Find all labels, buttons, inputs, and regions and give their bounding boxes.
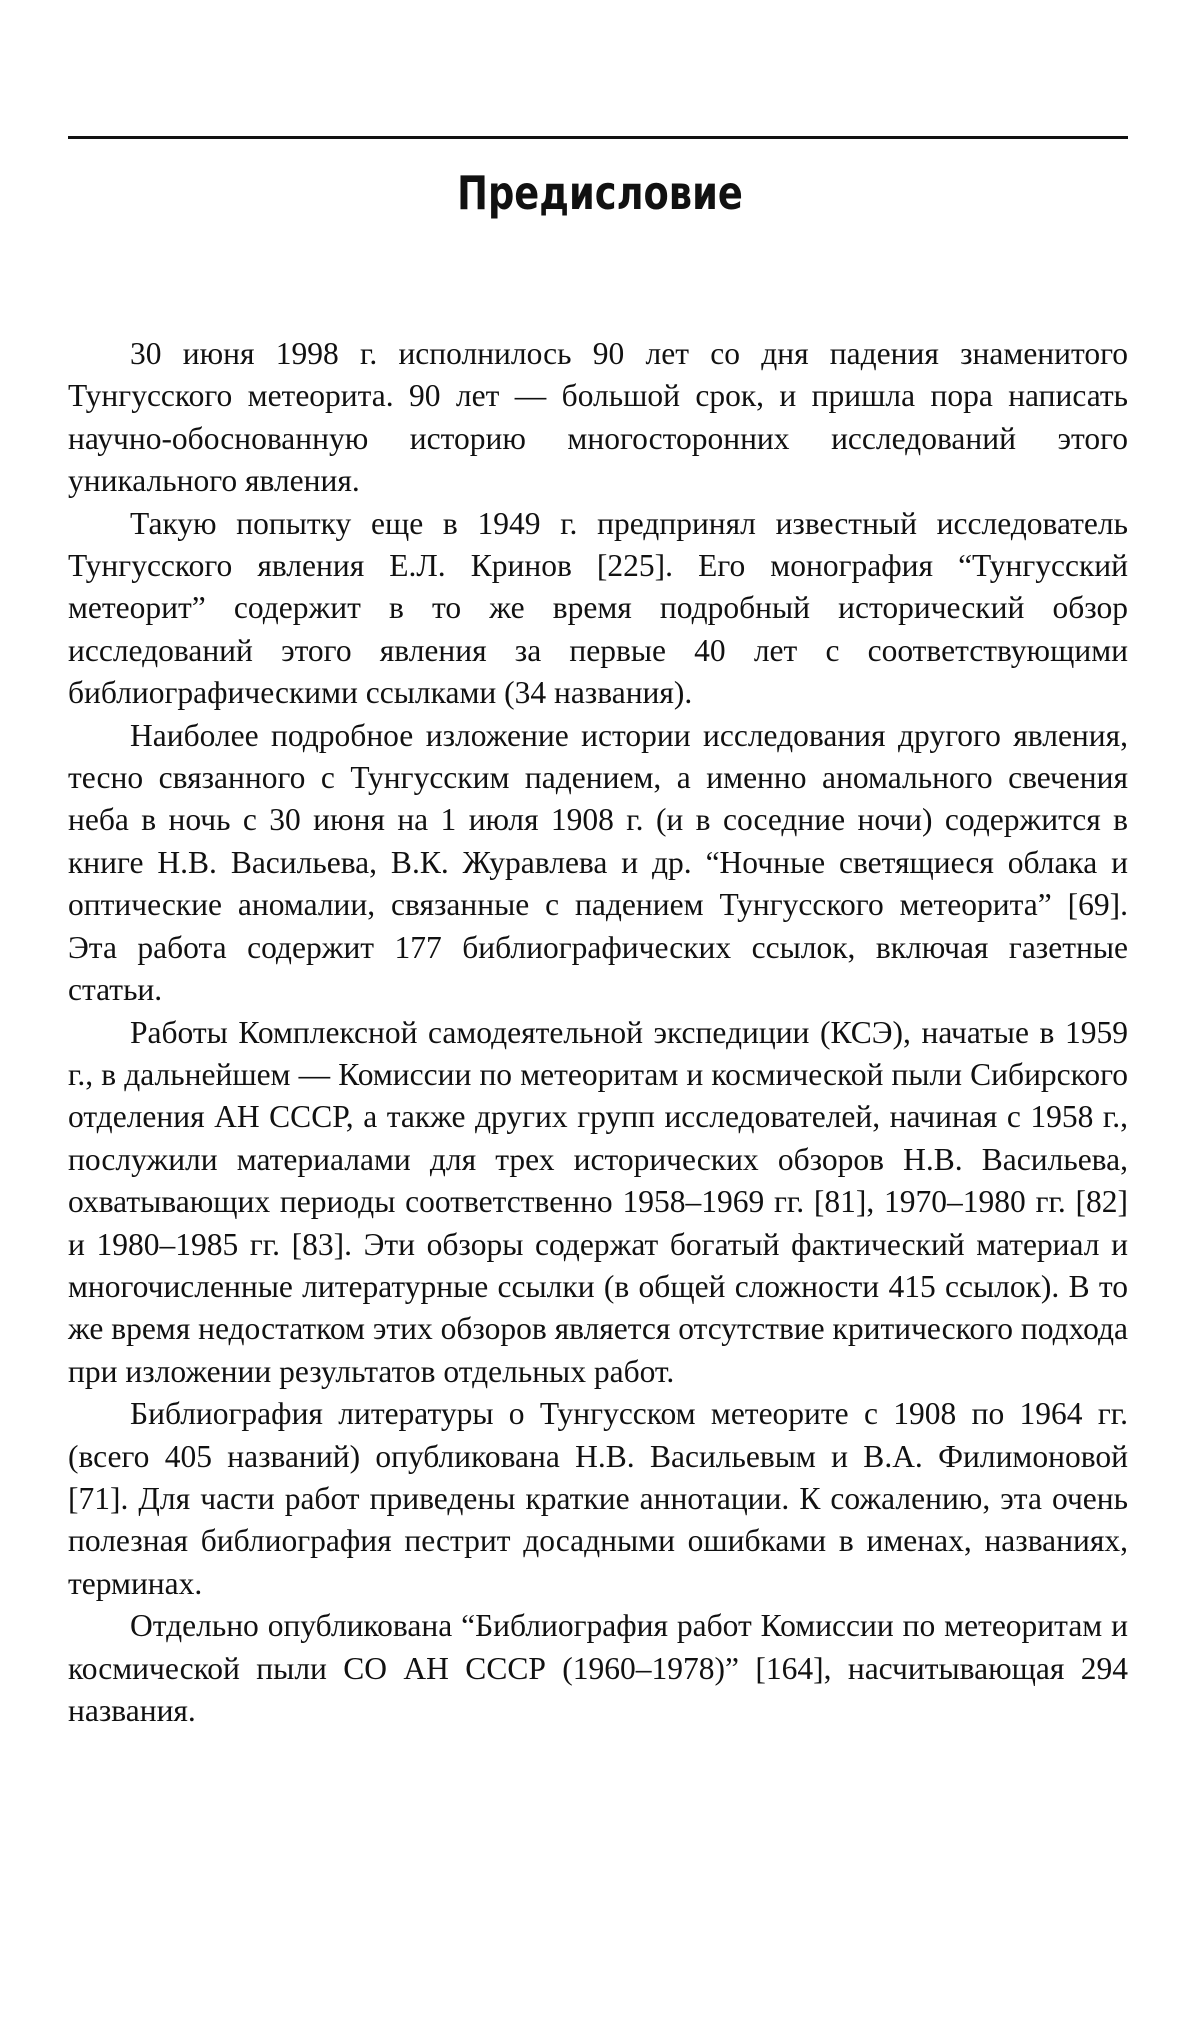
paragraph-2: Такую попытку еще в 1949 г. предпринял известный исследователь Тунгусского явления Е.Л. Кринов [225]. Его монография “Тунгусский метеорит” содержит в то же время подробный исторический обзор исследований этого явления за первые 40 лет с соответствующими библиографическими ссылками (34 названия).	[68, 505, 1128, 711]
header-rule	[68, 136, 1128, 139]
paragraph-6: Отдельно опубликована “Библиография работ Комиссии по метеоритам и космической пыли СО АН СССР (1960–1978)” [164], насчитывающая 294 названия.	[68, 1608, 1128, 1728]
page-title: Предисловие	[457, 166, 743, 220]
paragraph-3: Наиболее подробное изложение истории исследования другого явления, тесно связанного с Тунгусским падением, а именно аномального свечения неба в ночь с 30 июня на 1 июля 1908 г. (и в соседние ночи) содержится в книге Н.В. Васильева, В.К. Журавлева и др. “Ночные светящиеся облака и оптические аномалии, связанные с падением Тунгусского метеорита” [69]. Эта работа содержит 177 библиографических ссылок, включая газетные статьи.	[68, 717, 1128, 1008]
paragraph-5: Библиография литературы о Тунгусском метеорите с 1908 по 1964 гг. (всего 405 названий) опубликована Н.В. Васильевым и В.А. Филимоновой [71]. Для части работ приведены краткие аннотации. К сожалению, эта очень полезная библиография пестрит досадными ошибками в именах, названиях, терминах.	[68, 1396, 1128, 1601]
body-text	[68, 333, 1128, 1732]
paragraph-1: 30 июня 1998 г. исполнилось 90 лет со дня падения знаменитого Тунгусского метеорита. 90 лет — большой срок, и пришла пора написать научно-обоснованную историю многосторонних исследований этого уникального явления.	[68, 336, 1128, 499]
paragraph-4: Работы Комплексной самодеятельной экспедиции (КСЭ), начатые в 1959 г., в дальнейшем — Комиссии по метеоритам и космической пыли Сибирского отделения АН СССР, а также других групп исследователей, начиная с 1958 г., послужили материалами для трех исторических обзоров Н.В. Васильева, охватывающих периоды соответственно 1958–1969 гг. [81], 1970–1980 гг. [82] и 1980–1985 гг. [83]. Эти обзоры содержат богатый фактический материал и многочисленные литературные ссылки (в общей сложности 415 ссылок). В то же время недостатком этих обзоров является отсутствие критического подхода при изложении результатов отдельных работ.	[68, 1014, 1129, 1389]
